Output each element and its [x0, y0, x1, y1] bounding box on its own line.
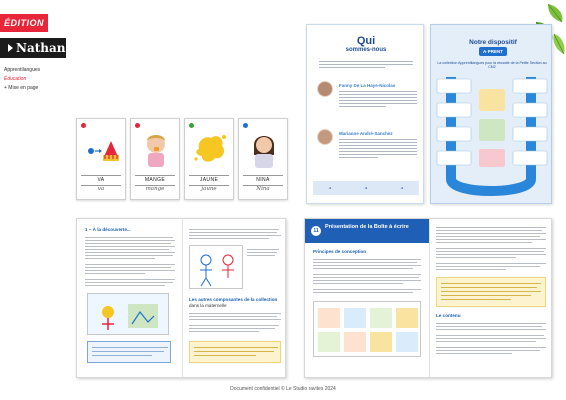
chapter-banner: [305, 219, 429, 243]
text-line: [189, 313, 281, 314]
section-title: Principes de conception: [313, 249, 367, 254]
text-line: [313, 274, 421, 275]
author-bio-1: [339, 91, 417, 109]
text-line: [436, 263, 546, 264]
text-line: [436, 350, 540, 351]
author-photo-1: [317, 81, 333, 97]
card-dot: [189, 123, 194, 128]
child-eating-icon: [137, 129, 175, 169]
text-line: [85, 255, 173, 256]
text-line: [436, 323, 546, 324]
system-subtitle: La collection Apprentilangues pour la réussite de la Petite Section au CM2: [437, 61, 547, 69]
text-line: [189, 331, 259, 332]
text-line: [436, 233, 546, 234]
author-name-2: Marianne André-Sanchez: [339, 131, 393, 136]
text-line: [247, 255, 275, 256]
card-script: mange: [145, 186, 165, 192]
flashcards: [76, 118, 286, 200]
card-word: NINA: [256, 177, 270, 183]
card-rule: [135, 175, 175, 176]
system-badge: A·PRENT: [479, 47, 507, 56]
text-line: [436, 341, 536, 342]
card-dot: [81, 123, 86, 128]
who-heading: [315, 35, 417, 53]
spread-page-b: [304, 218, 552, 378]
system-title: Notre dispositif: [469, 39, 517, 46]
contact-item: ●: [364, 186, 368, 190]
author-bio-2: [339, 139, 417, 160]
text-line: [436, 248, 546, 249]
card-word: VA: [97, 177, 105, 183]
card-dot: [135, 123, 140, 128]
card-script: va: [97, 186, 105, 192]
text-line: [85, 240, 175, 241]
left-page: [305, 219, 429, 377]
nathan-logo: [0, 38, 66, 58]
text-line: [85, 264, 175, 265]
intro-text: [319, 61, 413, 70]
text-line: [85, 252, 175, 253]
author-name-1: Fanny De La Haye-Nicolas: [339, 83, 396, 88]
text-line: [189, 325, 279, 326]
confidential-footer: Document confidentiel © Le Studio ravites 2024: [230, 386, 336, 392]
text-line: [85, 249, 169, 250]
text-line: [189, 232, 277, 233]
text-line: [92, 355, 152, 356]
activity-grid: [313, 301, 421, 357]
text-line: [441, 295, 531, 296]
card-script: jaune: [201, 186, 217, 192]
text-line: [436, 251, 544, 252]
yellow-splash-icon: [191, 129, 229, 169]
left-page: [77, 219, 182, 377]
chapter-number: 11: [311, 226, 321, 236]
text-line: [436, 353, 512, 354]
text-line: [85, 237, 173, 238]
text-line: [436, 254, 546, 255]
text-line: [436, 329, 546, 330]
text-line: [436, 227, 546, 228]
contact-strip: [313, 181, 419, 195]
card-word: JAUNE: [199, 177, 219, 183]
author-photo-2: [317, 129, 333, 145]
card-rule: [243, 175, 283, 176]
text-line: [441, 283, 541, 284]
kids-drawing-icon: [88, 294, 170, 336]
chevron-icon: [8, 44, 13, 52]
text-line: [85, 258, 155, 259]
highlight-box: [189, 341, 281, 363]
text-line: [313, 268, 413, 269]
flashcard-nina: [238, 118, 288, 200]
section-title: 1 – À la découverte...: [85, 227, 131, 232]
meta-line-1: Apprentilangues: [4, 67, 41, 73]
chapter-title: Présentation de la Boîte à écrire: [325, 224, 409, 230]
brochure: [306, 24, 552, 204]
text-line: [313, 277, 419, 278]
text-line: [85, 243, 171, 244]
text-line: [189, 319, 281, 320]
text-line: [436, 230, 542, 231]
text-line: [441, 299, 511, 300]
contact-item: ●: [328, 186, 332, 190]
project-meta: [4, 66, 40, 93]
highlight-box: [436, 277, 546, 307]
card-rule: [189, 175, 229, 176]
text-line: [441, 287, 537, 288]
child-drawing-image: [189, 245, 243, 289]
text-line: [313, 259, 421, 260]
note-box: [87, 341, 171, 363]
text-line: [313, 283, 403, 284]
logo-text: Nathan: [16, 41, 66, 55]
card-rule: [81, 175, 121, 176]
text-line: [85, 282, 173, 283]
text-line: [85, 270, 175, 271]
text-line: [85, 279, 175, 280]
text-line: [85, 273, 145, 274]
text-line: [436, 347, 546, 348]
right-page: [183, 219, 287, 377]
who-title: Qui: [356, 35, 376, 47]
drawing-icon: [190, 246, 244, 290]
text-line: [313, 262, 417, 263]
text-line: [436, 269, 506, 270]
girl-portrait-icon: [245, 129, 283, 169]
meta-line-2: Éducation: [4, 76, 27, 82]
text-line: [189, 235, 281, 236]
text-line: [194, 351, 274, 352]
text-line: [85, 267, 171, 268]
text-line: [85, 285, 165, 286]
text-line: [436, 338, 546, 339]
text-line: [194, 347, 278, 348]
text-line: [436, 266, 540, 267]
meta-line-3: + Mise en page: [4, 85, 39, 91]
spread-page-a: [76, 218, 286, 378]
text-line: [436, 335, 544, 336]
text-line: [436, 326, 542, 327]
text-line: [247, 249, 279, 250]
flashcard-jaune: [184, 118, 234, 200]
flashcard-va: [76, 118, 126, 200]
edition-tag: ÉDITION: [0, 14, 48, 32]
text-line: [313, 292, 413, 293]
text-line: [247, 252, 277, 253]
circus-tent-icon: [83, 129, 121, 169]
card-dot: [243, 123, 248, 128]
flashcard-mange: [130, 118, 180, 200]
text-line: [436, 239, 546, 240]
text-line: [436, 242, 532, 243]
text-line: [189, 328, 275, 329]
text-line: [436, 236, 540, 237]
section-title: Les autres composantes de la collection: [189, 297, 278, 302]
text-line: [189, 316, 277, 317]
text-line: [441, 291, 541, 292]
contact-item: ●: [400, 186, 404, 190]
text-line: [436, 257, 516, 258]
progression-diagram: [431, 69, 552, 203]
text-line: [189, 238, 269, 239]
text-line: [194, 355, 256, 356]
card-word: MANGE: [144, 177, 166, 183]
right-page: [430, 219, 553, 377]
text-line: [313, 265, 421, 266]
section-subtitle: dans la maternelle: [189, 303, 227, 308]
text-line: [92, 347, 168, 348]
who-subtitle: sommes-nous: [345, 47, 387, 53]
brochure-panel-system: [430, 24, 552, 204]
brochure-panel-who: [306, 24, 424, 204]
text-line: [85, 246, 175, 247]
text-line: [313, 280, 421, 281]
section-title: Le contenu: [436, 313, 461, 318]
text-line: [313, 289, 421, 290]
worksheet-illustration: [87, 293, 169, 335]
card-script: Nina: [256, 186, 270, 192]
word-cards-grid-icon: [314, 302, 422, 358]
text-line: [189, 229, 279, 230]
text-line: [92, 351, 164, 352]
